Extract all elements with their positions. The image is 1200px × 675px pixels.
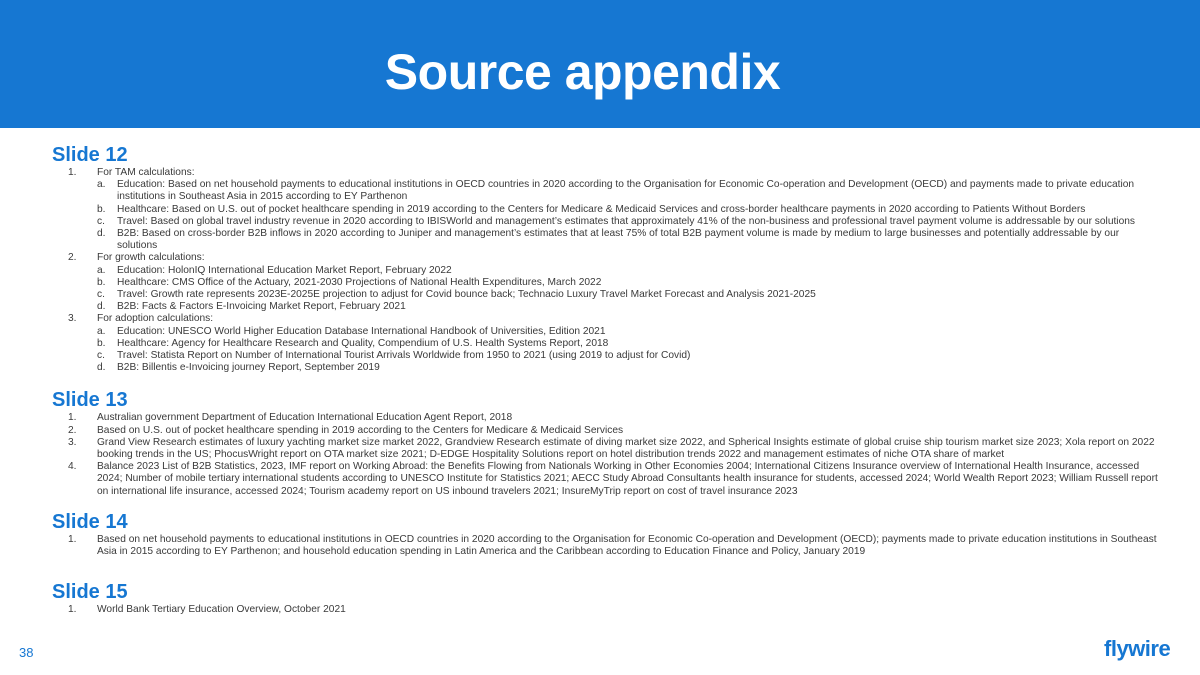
- source-item: [52, 461, 1162, 498]
- sub-item-letter: a.: [97, 325, 106, 337]
- flywire-logo: flywire: [1104, 636, 1171, 661]
- section-slide-15: [52, 580, 1162, 616]
- source-item: [52, 313, 1162, 374]
- source-list: [52, 534, 1162, 558]
- sub-source-item: [97, 338, 1162, 350]
- page-number: 38: [19, 645, 34, 660]
- sub-item-text: Healthcare: Based on U.S. out of pocket healthcare spending in 2019 according to the Centers for Medicare & Medicaid Services and cross-border healthcare payments in 2020 according to Patients Without Borders: [117, 203, 1086, 215]
- sub-source-item: [97, 265, 1162, 277]
- sub-item-text: Healthcare: Agency for Healthcare Research and Quality, Compendium of U.S. Health Systems Report, 2018: [117, 337, 609, 349]
- sub-source-list: [97, 265, 1162, 314]
- sub-source-item: [97, 362, 1162, 374]
- sub-item-letter: c.: [97, 350, 105, 362]
- sub-source-item: [97, 277, 1162, 289]
- title-banner: [0, 0, 1200, 128]
- sub-item-text: Healthcare: CMS Office of the Actuary, 2021-2030 Projections of National Health Expenditures, March 2022: [117, 276, 602, 288]
- sub-item-letter: b.: [97, 203, 106, 215]
- sub-item-text: Education: HolonIQ International Education Market Report, February 2022: [117, 264, 452, 276]
- page-title: Source appendix: [384, 44, 781, 100]
- item-text: For TAM calculations:: [97, 167, 195, 178]
- sub-item-letter: d.: [97, 301, 106, 313]
- sub-item-text: B2B: Billentis e-Invoicing journey Report, September 2019: [117, 362, 380, 374]
- sub-source-list: [97, 326, 1162, 375]
- item-text: Based on net household payments to educational institutions in OECD countries in 2020 according to the Organisation for Economic Co-operation and Development (OECD); payments made to private education institutions in Southeast Asia in 2015 according to EY Parthenon; and household education spending in Latin America and the Caribbean according to Education Finance and Policy, January 2019: [97, 533, 1157, 558]
- sub-source-item: [97, 228, 1162, 252]
- sub-source-item: [97, 204, 1162, 216]
- sub-item-text: B2B: Facts & Factors E-Invoicing Market Report, February 2021: [117, 301, 406, 313]
- sub-item-letter: d.: [97, 362, 106, 374]
- item-number: 3.: [68, 436, 77, 448]
- sub-source-item: [97, 216, 1162, 228]
- section-heading: Slide 13: [52, 389, 128, 412]
- sub-item-letter: d.: [97, 228, 106, 240]
- item-text: For adoption calculations:: [97, 313, 214, 325]
- sub-item-letter: a.: [97, 179, 106, 191]
- sub-item-letter: c.: [97, 215, 105, 227]
- item-number: 4.: [68, 461, 77, 473]
- section-slide-13: [52, 388, 1162, 497]
- item-number: 3.: [68, 313, 77, 325]
- source-item: [52, 604, 1162, 616]
- section-slide-14: [52, 510, 1162, 558]
- sub-source-item: [97, 179, 1162, 203]
- sub-item-text: Education: UNESCO World Higher Education Database International Handbook of Universities, Edition 2021: [117, 325, 606, 337]
- sub-source-list: [97, 179, 1162, 252]
- sub-source-item: [97, 289, 1162, 301]
- item-number: 2.: [68, 424, 77, 436]
- item-number: 2.: [68, 252, 77, 264]
- item-number: 1.: [68, 604, 77, 616]
- source-item: [52, 252, 1162, 313]
- source-list: [52, 604, 1162, 616]
- sub-item-text: Travel: Based on global travel industry revenue in 2020 according to IBISWorld and management’s estimates that approximately 41% of the non-business and professional travel payment volume is addressable by our solutions: [117, 215, 1135, 227]
- source-item: [52, 167, 1162, 252]
- source-list: [52, 412, 1162, 497]
- item-number: 1.: [68, 167, 77, 178]
- sub-source-item: [97, 301, 1162, 313]
- source-item: [52, 412, 1162, 424]
- section-heading: Slide 15: [52, 581, 128, 604]
- item-text: World Bank Tertiary Education Overview, October 2021: [97, 604, 346, 616]
- item-text: Balance 2023 List of B2B Statistics, 2023, IMF report on Working Abroad: the Benefits Flowing from Nationals Working in Other Economies 2004; International Citizens Insurance overview of International Health Insurance, accessed 2024; Number of mobile tertiary international students according to UNESCO Institute for Statistics 2021; AECC Study Abroad Consultants health insurance for students, accessed 2024; World Wealth Report 2023; William Russell report on international life insurance, accessed 2024; Tourism academy report on US inbound travelers 2021; InsureMyTrip report on cost of travel insurance 2023: [97, 461, 1158, 497]
- source-item: [52, 425, 1162, 437]
- item-text: Based on U.S. out of pocket healthcare spending in 2019 according to the Centers for Medicare & Medicaid Services: [97, 424, 624, 436]
- appendix-content: [52, 143, 1162, 616]
- sub-source-item: [97, 326, 1162, 338]
- sub-item-text: Travel: Statista Report on Number of International Tourist Arrivals Worldwide from 1950 to 2021 (using 2019 to adjust for Covid): [117, 350, 691, 362]
- source-list: [52, 167, 1162, 374]
- sub-item-letter: b.: [97, 337, 106, 349]
- sub-item-text: Travel: Growth rate represents 2023E-2025E projection to adjust for Covid bounce back; Technacio Luxury Travel Market Forecast and Analysis 2021-2025: [117, 289, 816, 301]
- item-number: 1.: [68, 533, 77, 545]
- sub-item-letter: a.: [97, 264, 106, 276]
- section-slide-12: [52, 143, 1162, 374]
- sub-item-letter: b.: [97, 276, 106, 288]
- section-heading: Slide 14: [52, 510, 128, 533]
- source-item: [52, 437, 1162, 461]
- source-item: [52, 534, 1162, 558]
- item-number: 1.: [68, 412, 77, 424]
- sub-item-letter: c.: [97, 289, 105, 301]
- item-text: For growth calculations:: [97, 252, 205, 264]
- sub-source-item: [97, 350, 1162, 362]
- item-text: Australian government Department of Education International Education Agent Report, 2018: [97, 412, 513, 424]
- section-heading: Slide 12: [52, 144, 128, 166]
- item-text: Grand View Research estimates of luxury yachting market size market 2022, Grandview Research estimate of diving market size 2022, and Spherical Insights estimate of global cruise ship tourism market size 2023; Xola report on 2022 booking trends in the US; PhocusWright report on OTA market size 2021; D-EDGE Hospitality Solutions report on hotel distribution trends 2022 and management estimates of niche OTA share of market: [97, 436, 1155, 461]
- sub-item-text: B2B: Based on cross-border B2B inflows in 2020 according to Juniper and management’s estimates that at least 75% of total B2B payment volume is made by medium to large businesses and potentially addressable by our solutions: [117, 228, 1120, 252]
- sub-item-text: Education: Based on net household payments to educational institutions in OECD countries in 2020 according to the Organisation for Economic Co-operation and Development (OECD) and payments made to private education institutions in Southeast Asia in 2015 according to EY Parthenon: [117, 179, 1135, 203]
